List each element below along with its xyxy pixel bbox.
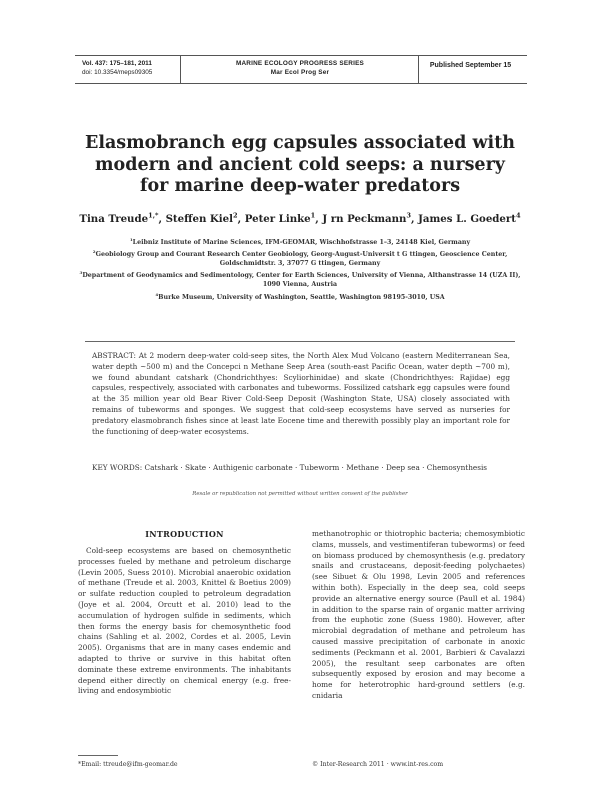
journal-name-block [188,59,412,77]
journal-name: MARINE ECOLOGY PROGRESS SERIES [235,60,365,67]
published-date: Published September 15 [429,62,512,69]
volume-info: Vol. 437: 175–181, 2011 [82,60,152,67]
resale-notice: Resale or republication not permitted without written consent of the publisher [85,491,515,497]
paper-title: Elasmobranch egg capsules associated with modern and ancient cold seeps: a nursery for marine deep-water predators [84,133,515,196]
author-list [60,213,540,225]
header-divider-left [180,55,181,83]
corresponding-email: *Email: ttreude@ifm-geomar.de [78,761,178,768]
author: Tina Treude$^{1,*}$, [79,211,166,225]
introduction-heading: INTRODUCTION [145,529,224,539]
header-divider-right [418,55,419,83]
affiliation-2: $^2$Geobiology Group and Courant Research Center Geobiology, Georg-August-Universit t G ttingen, Geoscience Center, Goldschmidtstr. 3, 37077 G ttingen, Germany [92,248,508,267]
author: J rn Peckmann$^3$, [322,211,419,225]
copyright-notice: © Inter-Research 2011 · www.int-res.com [312,761,444,768]
footnote-rule [78,755,118,756]
journal-abbrev: Mar Ecol Prog Ser [270,69,330,76]
abstract: ABSTRACT: At 2 modern deep-water cold-seep sites, the North Alex Mud Volcano (eastern Mediterranean Sea, water depth ~500 m) and the Concepci n Methane Seep Area (south-east Pacific Ocean, water depth ~700 m), we found abundant catshark (Chondrichthyes: Scyliorhinidae) and skate (Chondrichthyes: Rajidae) egg capsules, respectively, associated with carbonates and tubeworms. Fossilized catshark egg capsules were found at the 35 million year old Bear River Cold-Seep Deposit (Washington State, USA) closely associated with remains of tubeworms and sponges. We suggest that cold-seep ecosystems have served as nurseries for predatory elasmobranch fishes since at least late Eocene time and therewith possibly play an important role for the functioning of deep-water ecosystems. [92,351,510,436]
author: James L. Goedert$^4$ [418,211,521,225]
header-bottom-rule [75,83,527,84]
author: Steffen Kiel$^2$, [165,211,245,225]
affiliation-3: $^3$Department of Geodynamics and Sedimentology, Center for Earth Sciences, University of Vienna, Althanstrasse 14 (UZA II), 1090 Vienna, Austria [79,269,521,288]
affiliation-1: $^1$Leibniz Institute of Marine Sciences, IFM-GEOMAR, Wischhofstrasse 1–3, 24148 Kiel, Germany [129,236,471,246]
header-top-rule [75,55,527,56]
body-text-right-column: methanotrophic or thiotrophic bacteria; chemosymbiotic clams, mussels, and vestimentiferan tubeworms) or feed on biomass produced by chemosynthesis (e.g. predatory snails and crustaceans, deposit-feeding polychaetes) (see Sibuet & Olu 1998, Levin 2005 and references within both). Especially in the deep sea, cold seeps provide an alternative energy source (Paull et al. 1984) in addition to the sparse rain of organic matter arriving from the euphotic zone (Suess 1980). However, after microbial degradation of methane and petroleum has caused massive precipitation of carbonate in anoxic sediments (Peckmann et al. 2001, Barbieri & Cavalazzi 2005), the resultant seep carbonates are often subsequently exposed by erosion and may become a home for heterotrophic hard-ground settlers (e.g. cnidaria [312,529,525,700]
abstract-top-rule [85,341,515,342]
header-citation [82,59,152,77]
doi: doi: 10.3354/meps09305 [82,69,153,76]
body-text-left-column: Cold-seep ecosystems are based on chemosynthetic processes fueled by methane and petroleum discharge (Levin 2005, Suess 2010). Microbial anaerobic oxidation of methane (Treude et al. 2003, Knittel & Boetius 2009) or sulfate reduction coupled to petroleum degradation (Joye et al. 2004, Orcutt et al. 2010) lead to the accumulation of hydrogen sulfide in sediments, which then forms the energy basis for chemosynthetic food chains (Sahling et al. 2002, Cordes et al. 2005, Levin 2005). Organisms that are in many cases endemic and adapted to thrive or survive in this habitat often dominate these extreme environments. The inhabitants depend either directly on chemical energy (e.g. free-living and endosymbiotic [78,546,291,696]
affiliation-4: $^4$Burke Museum, University of Washington, Seattle, Washington 98195-3010, USA [155,291,445,301]
author: Peter Linke$^1$, [244,211,323,225]
keywords: KEY WORDS: Catshark · Skate · Authigenic carbonate · Tubeworm · Methane · Deep sea · Chemosynthesis [92,463,488,472]
